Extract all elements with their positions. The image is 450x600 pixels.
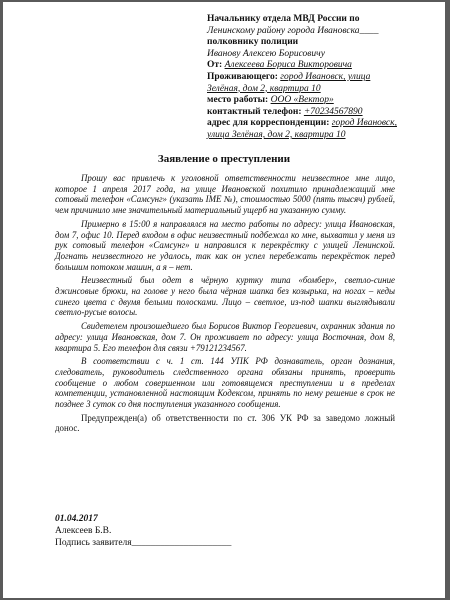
work-label: место работы: bbox=[207, 95, 269, 106]
address-row bbox=[207, 118, 439, 130]
signature-block bbox=[55, 513, 395, 549]
signature-label: Подпись заявителя bbox=[55, 538, 132, 548]
paragraph-1: Прошу вас привлечь к уголовной ответственности неизвестное мне лицо, которое 1 апреля 2017 года, на улице Ивановской похитило принадлежащий мне сотовый телефон «Самсунг» (указать IME №), стоимостью 5000 (пять тысяч) рублей, чем причинило мне значительный материальный ущерб на указанную сумму. bbox=[55, 173, 395, 216]
address-label: адрес для корреспонденции: bbox=[207, 118, 330, 129]
document-title: Заявление о преступлении bbox=[157, 153, 291, 165]
phone-label: контактный телефон: bbox=[207, 106, 302, 117]
paragraph-2: Примерно в 15:00 я направлялся на место работы по адресу: улица Ивановская, дом 7, офис 10. Перед входом в офис неизвестный подбежал ко мне, выхватил у меня из рук сотовый телефон «Самсунг» и направился к перекрёстку с улицей Ленинской. Догнать неизвестного не удалось, так как он успел перебежать перекрёсток перед большим потоком машин, а я – нет. bbox=[55, 218, 395, 272]
addressee-line-1: Начальнику отдела МВД России по bbox=[207, 14, 360, 24]
addressee-line-4: Иванову Алексею Борисовичу bbox=[207, 48, 325, 59]
statement-body bbox=[55, 173, 395, 437]
paragraph-4: Свидетелем произошедшего был Борисов Виктор Георгиевич, охранник здания по адресу: улица Ивановская, дом 7. Он проживает по адресу: улица Восточная, дом 8, квартира 5. Его телефон для связи +79121234567. bbox=[55, 321, 395, 353]
paragraph-3: Неизвестный был одет в чёрную куртку типа «бомбер», светло-синие джинсовые брюки, на голове у него была чёрная шапка без козырька, на ногах – кеды синего цвета с двумя белыми полосками. Лицо – светлое, из-под шапки выглядывали светло-русые волосы. bbox=[55, 275, 395, 318]
work-row bbox=[207, 95, 439, 107]
work-value: ООО «Вектор» bbox=[270, 95, 334, 106]
liability-warning: Предупрежден(а) об ответственности по ст. 306 УК РФ за заведомо ложный донос. bbox=[55, 412, 395, 434]
statement-date: 01.04.2017 bbox=[55, 514, 98, 524]
phone-value: +70234567890 bbox=[303, 106, 363, 117]
addressee-line-2: Ленинскому району города Ивановска____ bbox=[207, 25, 379, 36]
residing-value-2: Зелёная, дом 2, квартира 10 bbox=[207, 83, 321, 94]
from-row bbox=[207, 60, 439, 72]
signature-line: _____________________ bbox=[131, 538, 232, 548]
signature-row bbox=[55, 537, 395, 549]
addressee-block bbox=[207, 14, 439, 142]
applicant-name: Алексеев Б.В. bbox=[55, 526, 112, 536]
address-value-2: улица Зелёная, дом 2, квартира 10 bbox=[207, 129, 346, 140]
residing-label: Проживающего: bbox=[207, 71, 278, 82]
from-value: Алексеева Бориса Викторовича bbox=[224, 60, 352, 71]
addressee-line-3: полковнику полиции bbox=[207, 37, 299, 48]
phone-row bbox=[207, 107, 439, 119]
address-value: город Ивановск, bbox=[331, 118, 397, 129]
document-page bbox=[3, 2, 445, 598]
paragraph-5: В соответствии с ч. 1 ст. 144 УПК РФ дознаватель, орган дознания, следователь, руководитель следственного органа обязаны принять, проверить сообщение о любом совершенном или готовящемся преступлении и в пределах компетенции, установленной настоящим Кодексом, принять по нему решение в срок не позднее 3 суток со дня поступления указанного сообщения. bbox=[55, 356, 395, 410]
residing-row bbox=[207, 72, 439, 84]
residing-value: город Ивановск, улица bbox=[280, 71, 371, 82]
from-label: От: bbox=[207, 60, 223, 71]
